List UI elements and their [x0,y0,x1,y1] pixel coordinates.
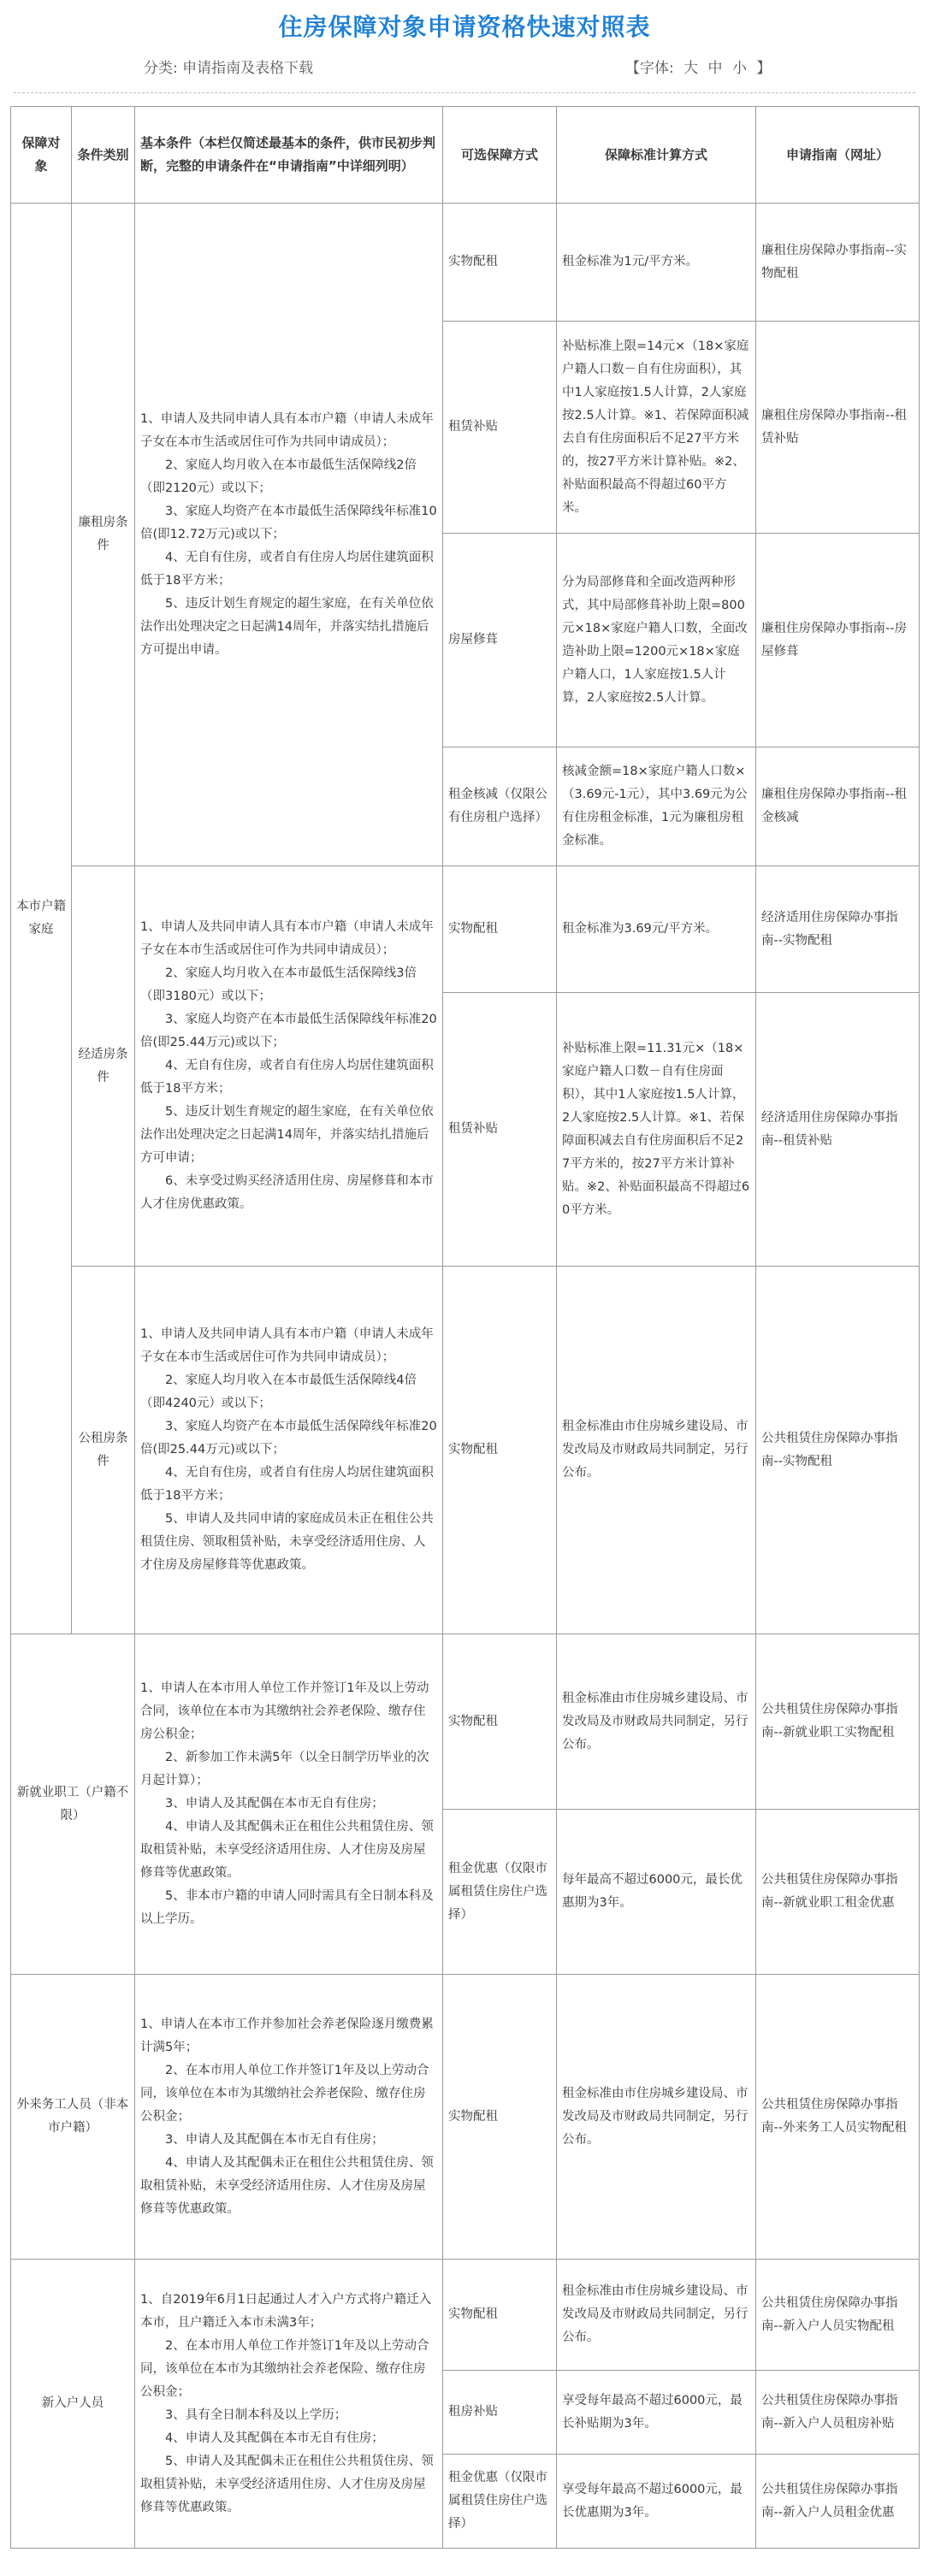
guide-link[interactable]: 公共租赁住房保障办事指南--新入户人员实物配租 [756,2260,920,2371]
basic-item: 3、家庭人均资产在本市最低生活保障线年标准20倍(即25.44万元)或以下； [140,1013,437,1049]
guide-link[interactable]: 经济适用住房保障办事指南--实物配租 [756,866,920,993]
guide-link[interactable]: 廉租住房保障办事指南--房屋修葺 [756,534,920,747]
eligibility-table [10,106,920,2549]
calc-cell: 租金标准由市住房城乡建设局、市发改局及市财政局共同制定，另行公布。 [557,1267,756,1634]
basic-item: 5、违反计划生育规定的超生家庭，在有关单位依法作出处理决定之日起满14周年，并落实结扎措施后方可申请； [140,1105,434,1165]
mode-cell: 租赁补贴 [443,322,557,534]
calc-cell: 租金标准由市住房城乡建设局、市发改局及市财政局共同制定，另行公布。 [557,2260,756,2371]
basic-item: 3、申请人及其配偶在本市无自有住房； [165,1797,384,1811]
basic-item: 2、新参加工作未满5年（以全日制学历毕业的次月起计算）； [140,1751,429,1787]
basic-item: 5、非本市户籍的申请人同时需具有全日制本科及以上学历。 [140,1889,434,1926]
header-mode: 可选保障方式 [443,107,557,204]
basic-item: 2、在本市用人单位工作并签订1年及以上劳动合同，该单位在本市为其缴纳社会养老保险、缴存住房公积金； [140,2338,429,2399]
page-title: 住房保障对象申请资格快速对照表 [278,13,651,41]
mode-cell: 租金优惠（仅限市属租赁住房住户选择） [443,2455,557,2549]
header-calc: 保障标准计算方式 [557,107,756,204]
basic-item: 1、申请人在本市工作并参加社会养老保险逐月缴费累计满5年； [140,2017,434,2054]
basic-item: 1、申请人及共同申请人具有本市户籍（申请人未成年子女在本市生活或居住可作为共同申请成员）； [140,1327,434,1364]
header-basic: 基本条件（本栏仅简述最基本的条件，供市民初步判断，完整的申请条件在“申请指南”中详细列明） [135,107,443,204]
basic-item: 2、家庭人均月收入在本市最低生活保障线4倍（即4240元）或以下； [140,1374,417,1410]
category-lianzu: 廉租房条件 [72,204,135,866]
basic-newgrad [135,1634,443,1975]
guide-link[interactable]: 公共租赁住房保障办事指南--新入户人员租房补贴 [756,2371,920,2455]
table-row [11,1975,920,2260]
guide-link[interactable]: 廉租住房保障办事指南--租赁补贴 [756,322,920,534]
calc-cell: 租金标准由市住房城乡建设局、市发改局及市财政局共同制定，另行公布。 [557,1634,756,1810]
basic-item: 3、具有全日制本科及以上学历； [165,2408,347,2422]
guide-link[interactable]: 公共租赁住房保障办事指南--新就业职工租金优惠 [756,1810,920,1975]
basic-item: 4、无自有住房，或者自有住房人均居住建筑面积低于18平方米； [140,550,434,588]
table-row [11,866,920,993]
guide-link[interactable]: 公共租赁住房保障办事指南--外来务工人员实物配租 [756,1975,920,2260]
font-medium-link[interactable]: 中 [707,60,723,77]
divider [14,92,915,93]
font-small-link[interactable]: 小 [731,60,747,77]
guide-link[interactable]: 经济适用住房保障办事指南--租赁补贴 [756,993,920,1267]
basic-item: 4、无自有住房，或者自有住房人均居住建筑面积低于18平方米； [140,1059,434,1096]
font-label: 【字体: [625,60,674,77]
category-label: 分类: 申请指南及表格下载 [144,60,314,77]
basic-item: 5、申请人及共同申请的家庭成员未正在租住公共租赁住房、领取租赁补贴，未享受经济适用住房、人才住房及房屋修葺等优惠政策。 [140,1512,434,1572]
calc-cell: 享受每年最高不超过6000元，最长优惠期为3年。 [557,2455,756,2549]
guide-link[interactable]: 廉租住房保障办事指南--租金核减 [756,747,920,866]
basic-item: 1、申请人在本市用人单位工作并签订1年及以上劳动合同，该单位在本市为其缴纳社会养老保险、缴存住房公积金； [140,1681,429,1741]
calc-cell: 每年最高不超过6000元，最长优惠期为3年。 [557,1810,756,1975]
basic-item: 5、申请人及其配偶未正在租住公共租赁住房、领取租赁补贴，未享受经济适用住房、人才住房及房屋修葺等优惠政策。 [140,2454,434,2514]
font-size-switcher [623,56,773,80]
basic-item: 2、家庭人均月收入在本市最低生活保障线3倍（即3180元）或以下； [140,966,417,1003]
font-large-link[interactable]: 大 [683,60,699,77]
basic-item: 4、无自有住房，或者自有住房人均居住建筑面积低于18平方米； [140,1466,434,1503]
basic-item: 1、申请人及共同申请人具有本市户籍（申请人未成年子女在本市生活或居住可作为共同申请成员）； [140,920,434,957]
basic-newresident [135,2260,443,2549]
table-row [11,1267,920,1634]
calc-cell: 补贴标准上限=11.31元×（18×家庭户籍人口数－自有住房面积），其中1人家庭按1.5人计算，2人家庭按2.5人计算。※1、若保障面积减去自有住房面积后不足27平方米的，按27平方米计算补贴。※2、补贴面积最高不得超过60平方米。 [557,993,756,1267]
basic-item: 4、申请人及其配偶未正在租住公共租赁住房、领取租赁补贴，未享受经济适用住房、人才住房及房屋修葺等优惠政策。 [140,2155,434,2216]
calc-cell: 补贴标准上限=14元×（18×家庭户籍人口数－自有住房面积），其中1人家庭按1.5人计算，2人家庭按2.5人计算。※1、若保障面积减去自有住房面积后不足27平方米的，按27平方米计算补贴。※2、补贴面积最高不得超过60平方米。 [557,322,756,534]
basic-item: 4、申请人及其配偶未正在租住公共租赁住房、领取租赁补贴，未享受经济适用住房、人才住房及房屋修葺等优惠政策。 [140,1820,434,1880]
calc-cell: 核减金额=18×家庭户籍人口数×（3.69元-1元），其中3.69元为公有住房租金标准，1元为廉租房租金标准。 [557,747,756,866]
basic-item: 6、未享受过购买经济适用住房、房屋修葺和本市人才住房优惠政策。 [140,1174,434,1211]
basic-item: 1、自2019年6月1日起通过人才入户方式将户籍迁入本市，且户籍迁入本市未满3年； [140,2292,432,2330]
object-migrant: 外来务工人员（非本市户籍） [11,1975,135,2260]
basic-lianzu [135,204,443,866]
object-newgrad: 新就业职工（户籍不限） [11,1634,135,1975]
guide-link[interactable]: 公共租赁住房保障办事指南--新入户人员租金优惠 [756,2455,920,2549]
basic-item: 5、违反计划生育规定的超生家庭，在有关单位依法作出处理决定之日起满14周年，并落实结扎措施后方可提出申请。 [140,596,434,657]
guide-link[interactable]: 公共租赁住房保障办事指南--新就业职工实物配租 [756,1634,920,1810]
table-header-row [11,107,920,204]
table-row [11,204,920,322]
basic-item: 1、申请人及共同申请人具有本市户籍（申请人未成年子女在本市生活或居住可作为共同申请成员）； [140,411,434,449]
basic-item: 3、家庭人均资产在本市最低生活保障线年标准10倍(即12.72万元)或以下； [140,504,437,541]
guide-link[interactable]: 廉租住房保障办事指南--实物配租 [756,204,920,322]
mode-cell: 实物配租 [443,2260,557,2371]
guide-link[interactable]: 公共租赁住房保障办事指南--实物配租 [756,1267,920,1634]
mode-cell: 实物配租 [443,204,557,322]
category-gongzu: 公租房条件 [72,1267,135,1634]
mode-cell: 实物配租 [443,866,557,993]
basic-migrant [135,1975,443,2260]
mode-cell: 实物配租 [443,1975,557,2260]
calc-cell: 租金标准由市住房城乡建设局、市发改局及市财政局共同制定，另行公布。 [557,1975,756,2260]
basic-item: 4、申请人及其配偶在本市无自有住房； [165,2431,384,2445]
basic-jingshi [135,866,443,1267]
object-newresident: 新入户人员 [11,2260,135,2549]
header-object: 保障对象 [11,107,72,204]
basic-item: 2、在本市用人单位工作并签订1年及以上劳动合同，该单位在本市为其缴纳社会养老保险、缴存住房公积金； [140,2063,429,2124]
mode-cell: 实物配租 [443,1267,557,1634]
category-jingshi: 经适房条件 [72,866,135,1267]
basic-item: 3、家庭人均资产在本市最低生活保障线年标准20倍(即25.44万元)或以下； [140,1420,437,1456]
table-row [11,1634,920,1810]
table-row [11,2260,920,2371]
mode-cell: 租赁补贴 [443,993,557,1267]
basic-gongzu [135,1267,443,1634]
mode-cell: 租金优惠（仅限市属租赁住房住户选择） [443,1810,557,1975]
basic-item: 2、家庭人均月收入在本市最低生活保障线2倍（即2120元）或以下； [140,458,417,495]
header-guide: 申请指南（网址） [756,107,920,204]
font-close-bracket: 】 [756,60,772,77]
header-category: 条件类别 [72,107,135,204]
meta-row [0,56,929,80]
mode-cell: 房屋修葺 [443,534,557,747]
calc-cell: 分为局部修葺和全面改造两种形式，其中局部修葺补助上限=800元×18×家庭户籍人口数，全面改造补助上限=1200元×18×家庭户籍人口，1人家庭按1.5人计算，2人家庭按2.5人计算。 [557,534,756,747]
mode-cell: 租房补贴 [443,2371,557,2455]
mode-cell: 租金核减（仅限公有住房租户选择） [443,747,557,866]
calc-cell: 租金标准为1元/平方米。 [557,204,756,322]
object-local: 本市户籍家庭 [11,204,72,1634]
basic-item: 3、申请人及其配偶在本市无自有住房； [165,2132,384,2147]
calc-cell: 享受每年最高不超过6000元，最长补贴期为3年。 [557,2371,756,2455]
calc-cell: 租金标准为3.69元/平方米。 [557,866,756,993]
mode-cell: 实物配租 [443,1634,557,1810]
